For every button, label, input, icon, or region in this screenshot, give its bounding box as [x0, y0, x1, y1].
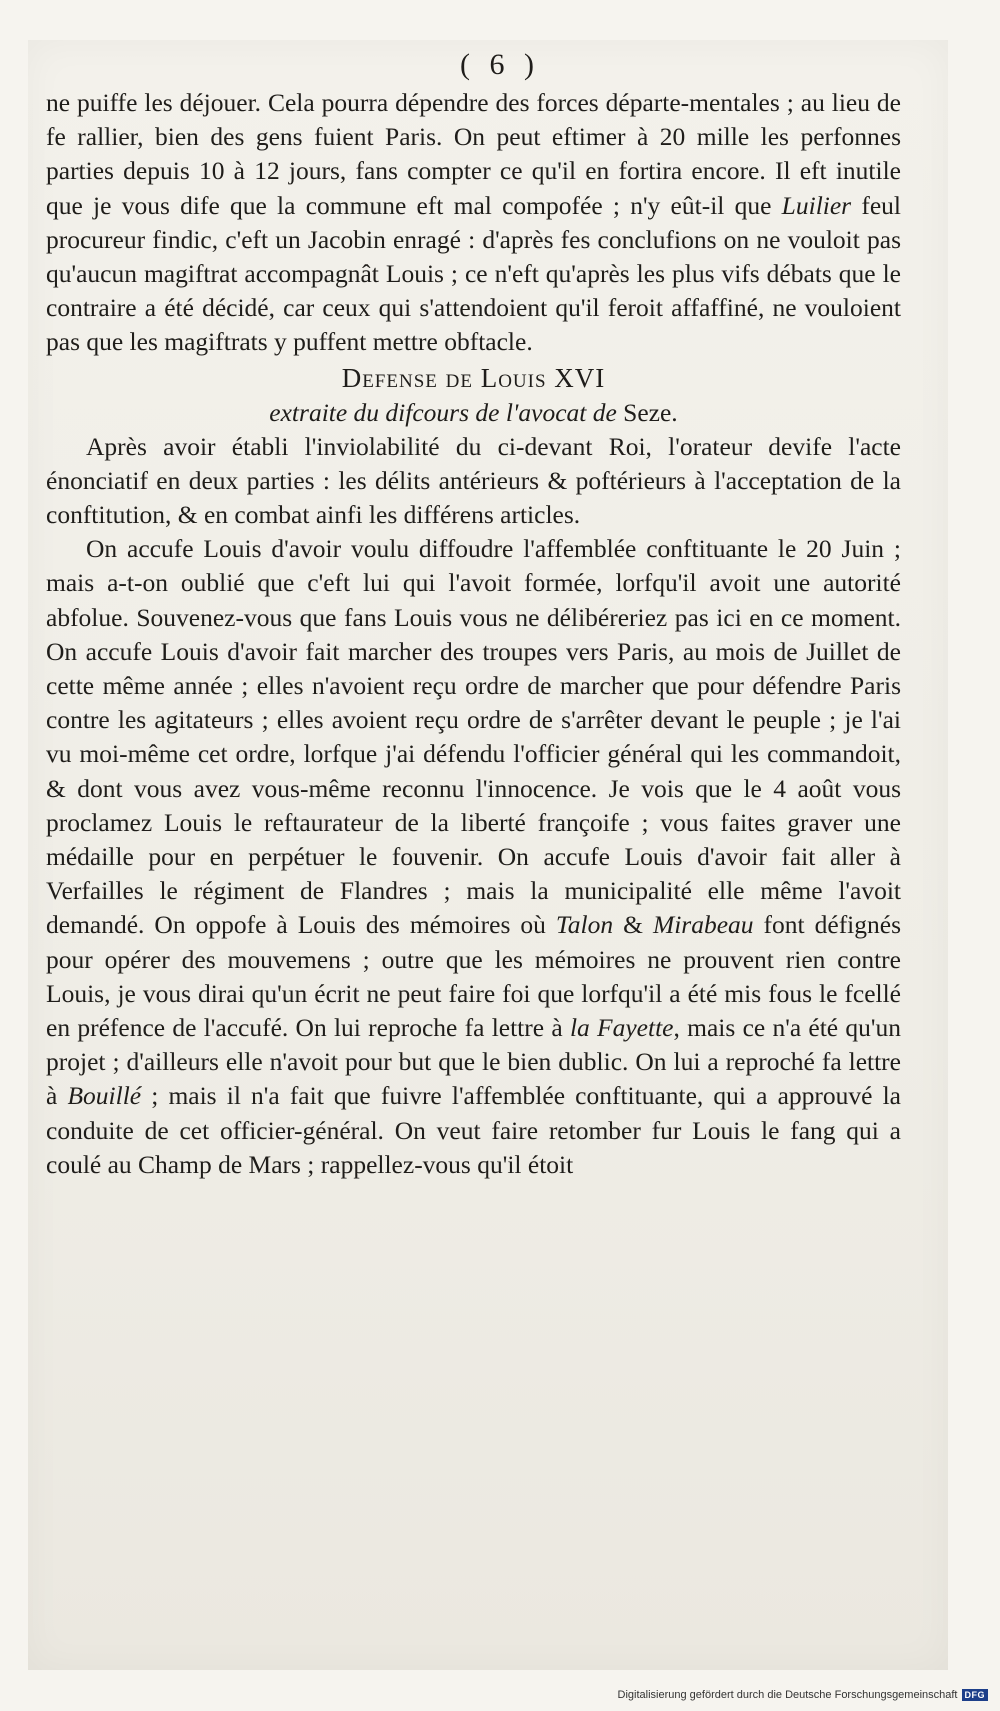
page-number: ( 6 )	[460, 48, 540, 81]
paragraph-2: Après avoir établi l'inviolabilité du ci-devant Roi, l'orateur devife l'acte énonciatif en deux parties : les délits antérieurs & poftérieurs à l'acceptation de la conftitution, & en combat ainfi les différens articles.	[46, 431, 901, 530]
name-talon: Talon	[555, 910, 614, 940]
name-luilier: Luilier	[781, 190, 852, 220]
section-title: Defense de Louis XVI	[341, 362, 606, 393]
subtitle-name: Seze.	[616, 397, 678, 427]
section-subtitle	[46, 396, 901, 430]
credit-text: Digitalisierung gefördert durch die Deutsche Forschungsgemeinschaft	[617, 1689, 958, 1701]
name-la-fayette: la Fayette	[569, 1013, 674, 1043]
paragraph-3-text-e: ; mais il n'a fait que fuivre l'affemblée conftituante, qui a approuvé la conduite de cet officier-général. On veut faire retomber fur Louis le fang qui a coulé au Champ de Mars ; rappellez-vous qu'il étoit	[46, 1081, 901, 1179]
paragraph-1	[46, 86, 901, 360]
paragraph-1-text-a: ne puiffe les déjouer. Cela pourra dépendre des forces départe-mentales ; au lieu de fe rallier, bien des gens fuient Paris. On peut eftimer à 20 mille les perfonnes parties depuis 10 à 12 jours, fans compter ce qu'il en fortira encore. Il eft inutile que je vous dife que la commune eft mal compofée ; n'y eût-il que	[46, 88, 901, 220]
paragraph-3-text-c: font défignés pour opérer des mouvemens ; outre que les mémoires ne prouvent rien contre Louis, je vous dirai qu'un écrit ne peut faire foi que lorfqu'il a été mis fous le fcellé en préfence de l'accufé. On lui reproche fa lettre à	[46, 910, 902, 1043]
name-mirabeau: Mirabeau	[652, 910, 754, 940]
subtitle-italic: extraite du difcours de l'avocat de	[269, 397, 617, 427]
digitization-credit	[618, 1689, 988, 1701]
paragraph-1-text-b: feul procureur findic, c'eft un Jacobin enragé : d'après fes conclufions on ne vouloit pas qu'aucun magiftrat accompagnât Louis ; ce n'eft qu'après les plus vifs débats que le contraire a été décidé, car ceux qui s'attendoient qu'il feroit affaffiné, ne vouloient pas que les magiftrats y puffent mettre obftacle.	[46, 190, 901, 357]
paragraph-3-text-a: On accufe Louis d'avoir voulu diffoudre l'affemblée conftituante le 20 Juin ; mais a-t-on oublié que c'eft lui qui l'avoit formée, lorfqu'il avoit une autorité abfolue. Souvenez-vous que fans Louis vous ne délibéreriez pas ici en ce moment. On accufe Louis d'avoir fait marcher des troupes vers Paris, au mois de Juillet de cette même année ; elles n'avoient reçu ordre de marcher que pour défendre Paris contre les agitateurs ; elles avoient reçu ordre de s'arrêter devant le peuple ; je l'ai vu moi-même cet ordre, lorfque j'ai défendu l'officier général qui les commandoit, & dont vous avez vous-même reconnu l'innocence. Je vois que le 4 août vous proclamez Louis le reftaurateur de la liberté françoife ; vous faites graver une médaille pour en perpétuer le fouvenir. On accufe Louis d'avoir fait aller à Verfailles le régiment de Flandres ; mais la municipalité elle même l'avoit demandé. On oppofe à Louis des mémoires où	[46, 534, 901, 940]
paragraph-3-text-b: &	[613, 910, 653, 940]
body-text	[46, 86, 901, 1182]
dfg-logo: DFG	[962, 1689, 989, 1701]
name-bouille: Bouillé	[67, 1081, 142, 1111]
paragraph-3-text-d: , mais ce n'a été qu'un projet ; d'ailleurs elle n'avoit pour but que le bien dublic. On lui a reproché fa lettre à	[46, 1013, 901, 1111]
paragraph-3	[46, 532, 901, 1182]
